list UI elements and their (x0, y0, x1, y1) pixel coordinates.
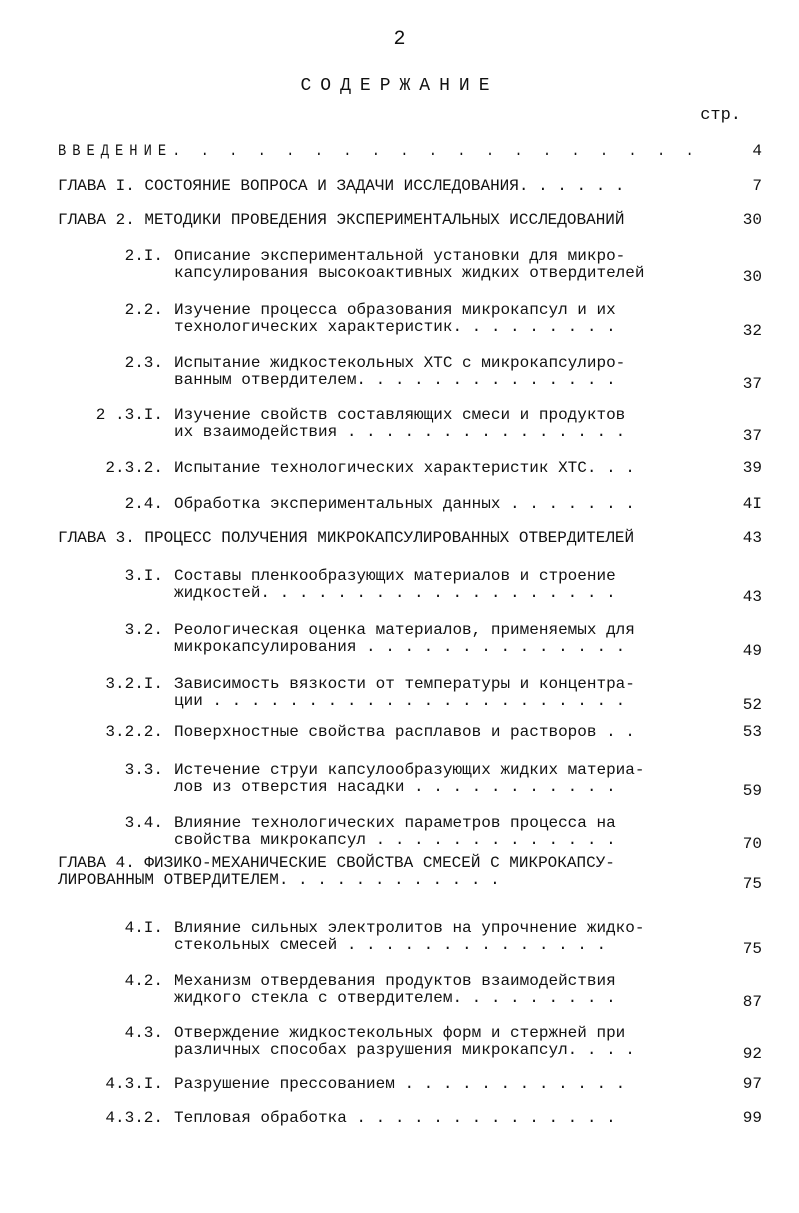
entry-title (58, 178, 625, 195)
entry-title-line: Составы пленкообразующих материалов и строение (174, 567, 616, 585)
entry-title-line: лов из отверстия насадки . . . . . . . . . . . (174, 778, 616, 796)
entry-title-line: Влияние технологических параметров процесса на (174, 814, 616, 832)
entry-page: 30 (742, 211, 762, 229)
entry-title (174, 622, 635, 656)
entry-title (174, 460, 635, 477)
entry-number: 3.4. (124, 814, 163, 832)
entry-page: 97 (742, 1075, 762, 1093)
entry-title-line: технологических характеристик. . . . . . . . . (174, 318, 616, 336)
entry-title-line: капсулирования высокоактивных жидких отвердителей (174, 264, 645, 282)
entry-page: 37 (742, 427, 762, 445)
entry-title-line: Изучение свойств составляющих смеси и продуктов (174, 406, 626, 424)
entry-number: 4.2. (124, 972, 163, 990)
entry-title-line: Влияние сильных электролитов на упрочнение жидко- (174, 919, 645, 937)
page-column-label: стр. (700, 106, 741, 125)
entry-number: 2.3. (124, 354, 163, 372)
entry-title (174, 1025, 635, 1059)
entry-page: 87 (742, 993, 762, 1011)
entry-page: 43 (742, 588, 762, 606)
entry-title-line: ВВЕДЕНИЕ. . . . . . . . . . . . . . . . . . . (58, 142, 700, 160)
entry-title (174, 762, 644, 796)
entry-title-line: Обработка экспериментальных данных . . . . . . . (174, 495, 635, 513)
entry-page: 75 (742, 875, 762, 893)
entry-title-line: различных способах разрушения микрокапсул. . . . (174, 1041, 635, 1059)
entry-title (174, 920, 644, 954)
entry-title-line: ГЛАВА 2. МЕТОДИКИ ПРОВЕДЕНИЯ ЭКСПЕРИМЕНТАЛЬНЫХ ИССЛЕДОВАНИЙ (58, 211, 625, 229)
entry-page: 4 (752, 142, 762, 160)
entry-number: 2.4. (124, 495, 163, 513)
entry-number: 3.2.2. (105, 723, 163, 741)
entry-title-line: Механизм отвердевания продуктов взаимодействия (174, 972, 616, 990)
entry-title (174, 407, 625, 441)
entry-title-line: Испытание жидкостекольных ХТС с микрокапсулиро- (174, 354, 626, 372)
entry-page: 39 (742, 459, 762, 477)
entry-title-line: ЛИРОВАННЫМ ОТВЕРДИТЕЛЕМ. . . . . . . . . . . . (58, 871, 500, 889)
entry-title-line: ГЛАВА I. СОСТОЯНИЕ ВОПРОСА И ЗАДАЧИ ИССЛЕДОВАНИЯ. . . . . . (58, 177, 625, 195)
entry-title-line: жидкостей. . . . . . . . . . . . . . . . . . . (174, 584, 616, 602)
entry-title-line: ГЛАВА 4. ФИЗИКО-МЕХАНИЧЕСКИЕ СВОЙСТВА СМЕСЕЙ С МИКРОКАПСУ- (58, 854, 615, 872)
entry-page: 43 (742, 529, 762, 547)
entry-number: 3.I. (124, 567, 163, 585)
entry-title (58, 143, 700, 160)
entry-page: 92 (742, 1045, 762, 1063)
entry-page: 52 (742, 696, 762, 714)
entry-page: 37 (742, 375, 762, 393)
entry-title (58, 212, 625, 229)
entry-title-line: ванным отвердителем. . . . . . . . . . . . . . (174, 371, 616, 389)
entry-page: 32 (742, 322, 762, 340)
entry-title (174, 248, 644, 282)
entry-title (58, 855, 615, 889)
entry-title-line: их взаимодействия . . . . . . . . . . . . . . . (174, 423, 626, 441)
entry-page: 99 (742, 1109, 762, 1127)
entry-title-line: Зависимость вязкости от температуры и концентра- (174, 675, 635, 693)
entry-page: 75 (742, 940, 762, 958)
entry-number: 4.3.I. (105, 1075, 163, 1093)
entry-title (174, 302, 616, 336)
entry-title-line: Тепловая обработка . . . . . . . . . . . . . . (174, 1109, 616, 1127)
entry-title-line: стекольных смесей . . . . . . . . . . . . . . (174, 936, 607, 954)
entry-title (174, 1110, 616, 1127)
entry-title (174, 676, 635, 710)
entry-number: 3.2.I. (105, 675, 163, 693)
entry-title-line: Описание экспериментальной установки для микро- (174, 247, 626, 265)
entry-number: 4.3.2. (105, 1109, 163, 1127)
entry-title (174, 1076, 625, 1093)
entry-number: 3.3. (124, 761, 163, 779)
entry-title (174, 496, 635, 513)
entry-title (58, 530, 634, 547)
entry-title (174, 568, 616, 602)
entry-title (174, 355, 625, 389)
entry-title-line: жидкого стекла с отвердителем. . . . . . . . . (174, 989, 616, 1007)
entry-title-line: Разрушение прессованием . . . . . . . . . . . . (174, 1075, 626, 1093)
entry-title-line: Отверждение жидкостекольных форм и стержней при (174, 1024, 626, 1042)
entry-number: 4.I. (124, 919, 163, 937)
entry-title-line: Поверхностные свойства расплавов и растворов . . (174, 723, 635, 741)
entry-page: 49 (742, 642, 762, 660)
entry-title-line: микрокапсулирования . . . . . . . . . . . . . . (174, 638, 626, 656)
entry-title (174, 815, 616, 849)
page-number: 2 (393, 28, 406, 51)
entry-number: 2.3.2. (105, 459, 163, 477)
entry-title (174, 973, 616, 1007)
entry-page: 4I (742, 495, 762, 513)
entry-page: 7 (752, 177, 762, 195)
entry-title-line: Испытание технологических характеристик ХТС. . . (174, 459, 635, 477)
entry-page: 59 (742, 782, 762, 800)
entry-title-line: Реологическая оценка материалов, применяемых для (174, 621, 635, 639)
entry-number: 2.I. (124, 247, 163, 265)
entry-title-line: ГЛАВА 3. ПРОЦЕСС ПОЛУЧЕНИЯ МИКРОКАПСУЛИРОВАННЫХ ОТВЕРДИТЕЛЕЙ (58, 529, 635, 547)
contents-title: СОДЕРЖАНИЕ (300, 76, 499, 96)
entry-page: 53 (742, 723, 762, 741)
entry-title (174, 724, 635, 741)
entry-number: 2 .3.I. (95, 406, 163, 424)
entry-page: 30 (742, 268, 762, 286)
entry-title-line: Истечение струи капсулообразующих жидких материа- (174, 761, 645, 779)
entry-title-line: ции . . . . . . . . . . . . . . . . . . . . . . (174, 692, 626, 710)
entry-title-line: свойства микрокапсул . . . . . . . . . . . . . (174, 831, 616, 849)
entry-number: 3.2. (124, 621, 163, 639)
entry-number: 4.3. (124, 1024, 163, 1042)
entry-page: 70 (742, 835, 762, 853)
entry-title-line: Изучение процесса образования микрокапсул и их (174, 301, 616, 319)
entry-number: 2.2. (124, 301, 163, 319)
